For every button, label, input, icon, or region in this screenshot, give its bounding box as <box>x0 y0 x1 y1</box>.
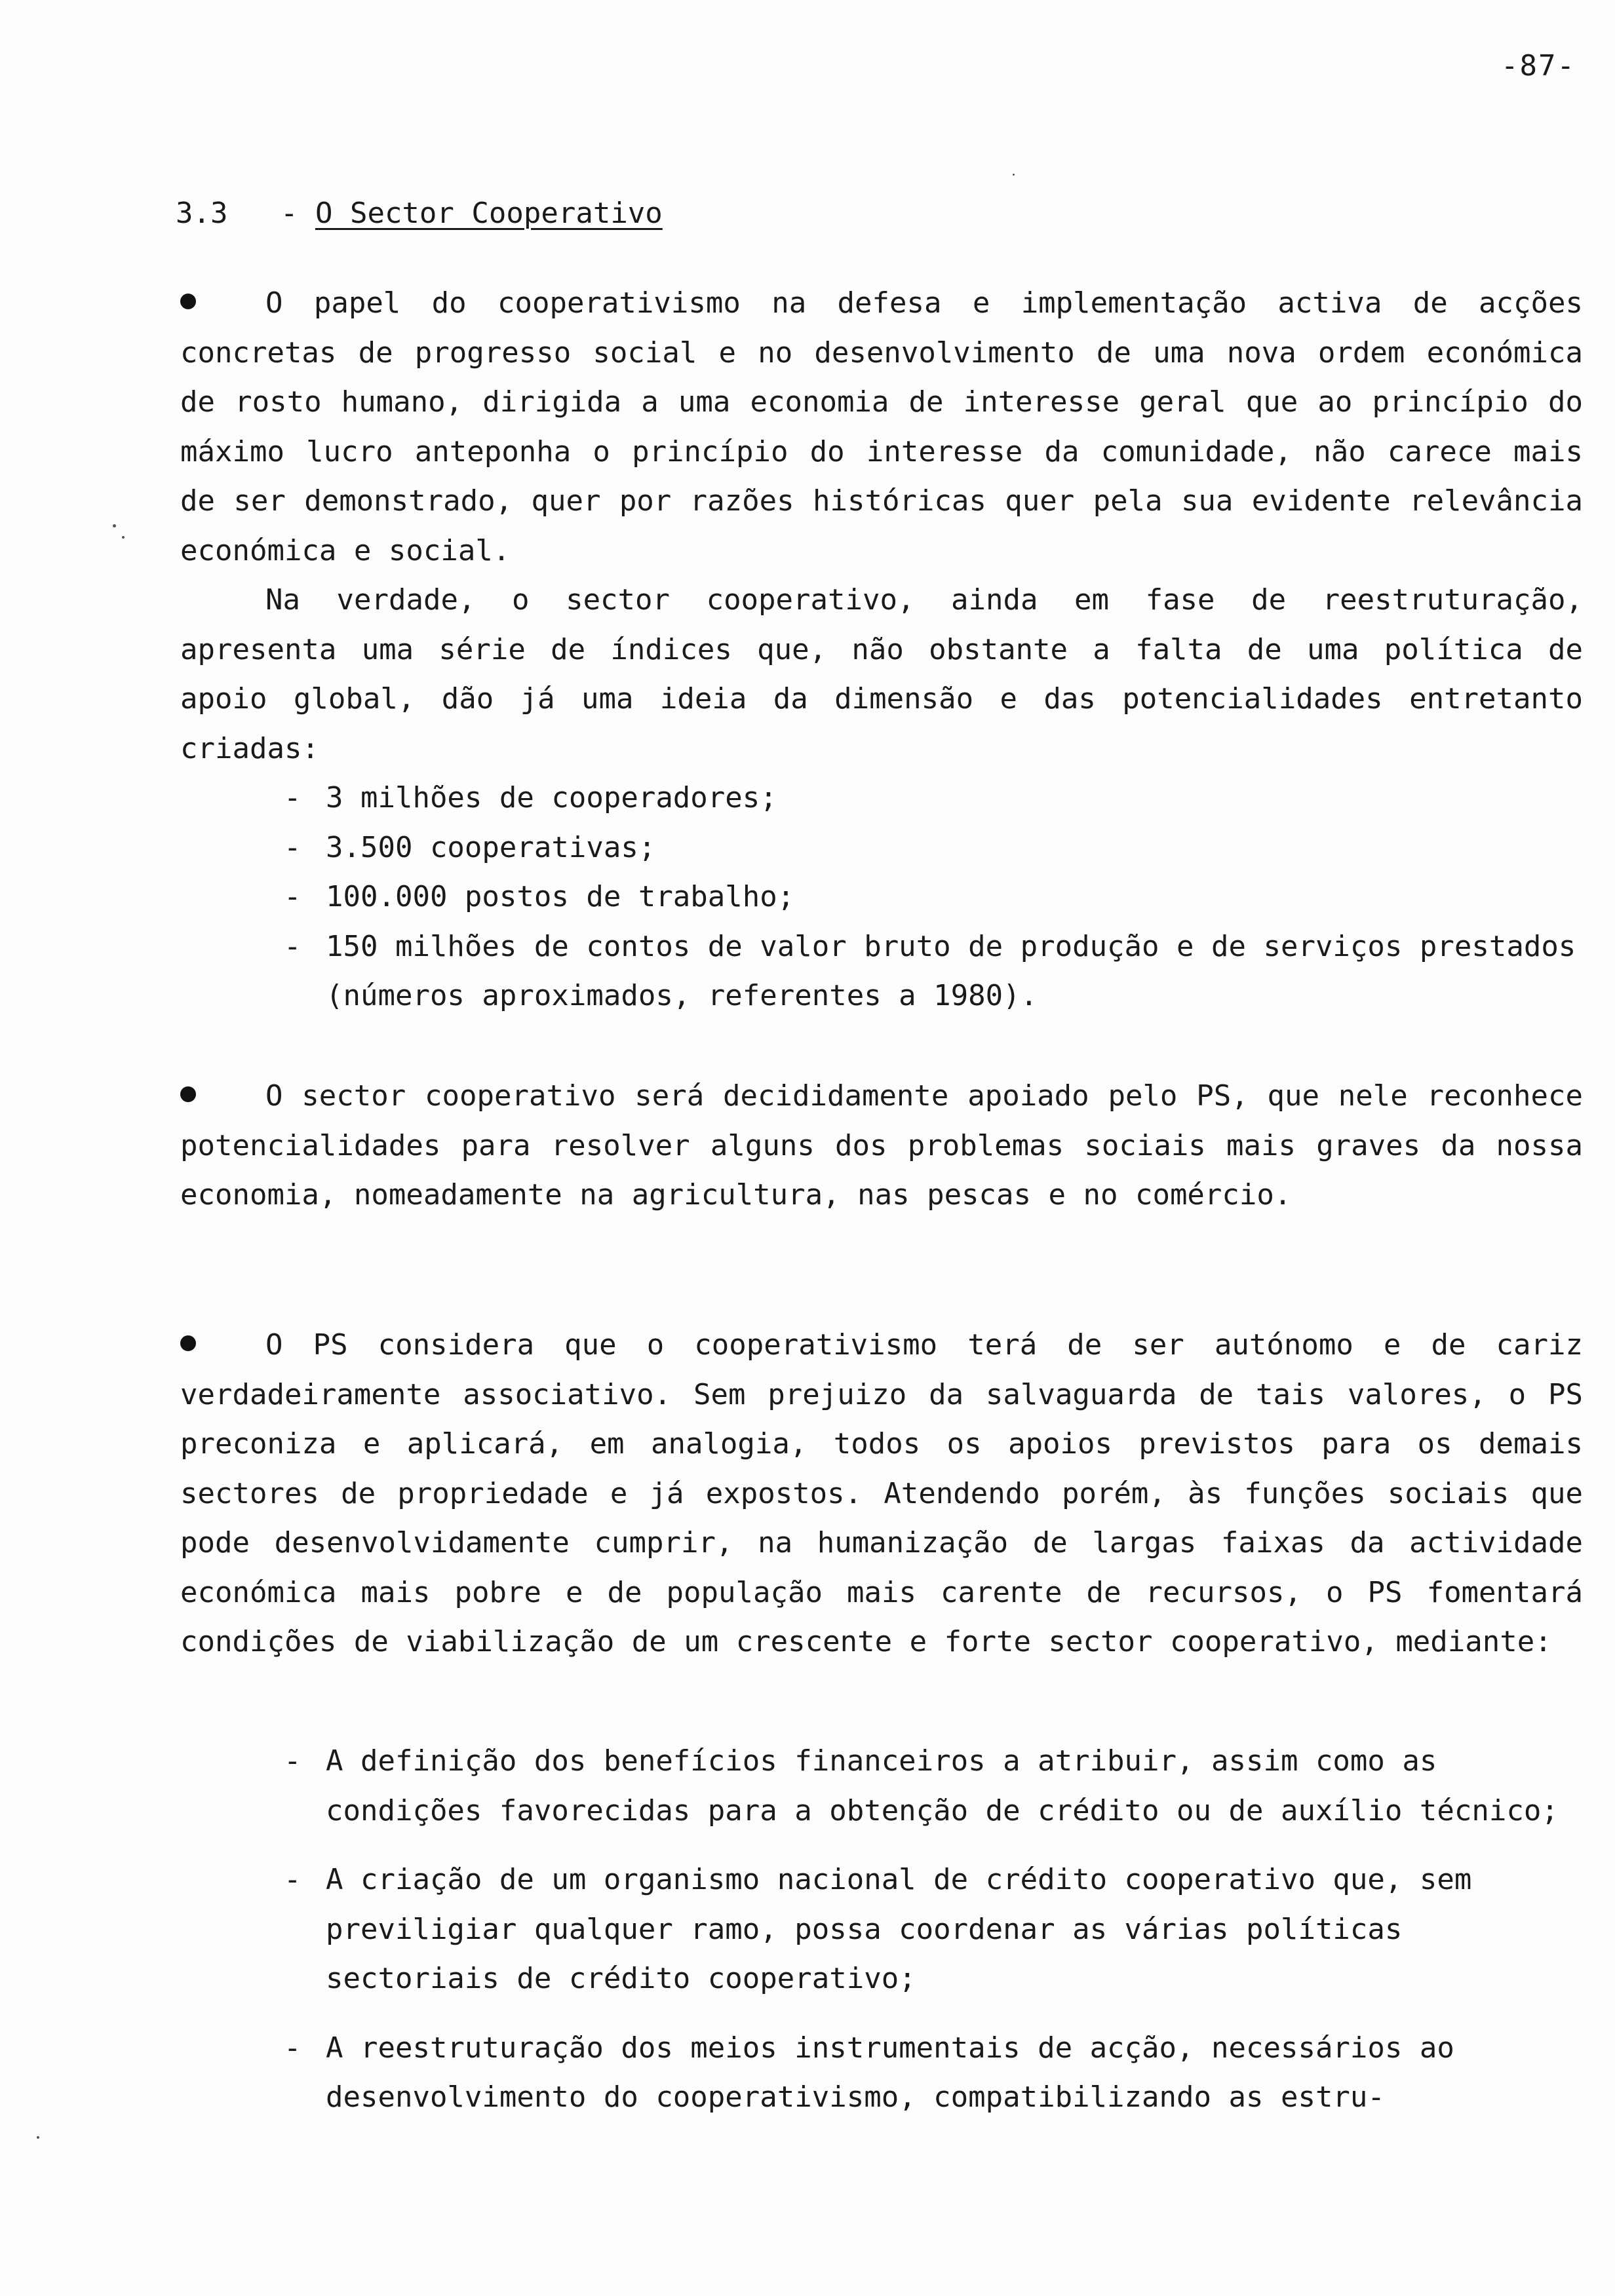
dash-marker: - <box>284 2031 302 2065</box>
section-dash: - <box>281 197 315 230</box>
dash-marker: - <box>284 880 302 913</box>
body-block-2 <box>180 1071 1583 1220</box>
section-title: O Sector Cooperativo <box>315 197 663 230</box>
list-item-text: A criação de um organismo nacional de crédito cooperativo que, sem previligiar qualquer ramo, possa coordenar as várias políticas sectoriais de crédito cooperativo; <box>326 1863 1472 1995</box>
dash-marker: - <box>284 830 302 864</box>
paragraph-2: Na verdade, o sector cooperativo, ainda em fase de reestruturação, apresenta uma série de índices que, não obstante a falta de uma política de apoio global, dão já uma ideia da dimensão e das potencialidades entretanto criadas: <box>180 583 1583 765</box>
bullet-icon <box>180 1086 196 1102</box>
body-block-4 <box>180 1736 1583 2142</box>
body-block-3 <box>180 1320 1583 1667</box>
list-item <box>180 922 1583 1021</box>
list-item <box>180 1736 1583 1835</box>
body-block-1 <box>180 278 1583 1021</box>
stats-list <box>180 773 1583 1021</box>
section-number: 3.3 <box>176 197 228 230</box>
list-item-text: 100.000 postos de trabalho; <box>326 880 795 913</box>
bullet-paragraph-2 <box>180 1071 1583 1220</box>
dash-marker: - <box>284 929 302 963</box>
list-item-text: 3 milhões de cooperadores; <box>326 781 777 814</box>
scan-speck <box>37 2136 39 2139</box>
list-item <box>180 872 1583 922</box>
bullet-paragraph-1 <box>180 278 1583 575</box>
list-item <box>180 2023 1583 2122</box>
dash-marker: - <box>284 1863 302 1896</box>
bullet-icon <box>180 294 196 309</box>
dash-marker: - <box>284 781 302 814</box>
list-item-text: 3.500 cooperativas; <box>326 830 656 864</box>
paragraph-1-text: O papel do cooperativismo na defesa e implementação activa de acções concretas de progresso social e no desenvolvimento de uma nova ordem económica de rosto humano, dirigida a uma economia de interesse geral que ao princípio do máximo lucro anteponha o princípio do interesse da comunidade, não carece mais de ser demonstrado, quer por razões históricas quer pela sua evidente relevância económica e social. <box>180 286 1583 567</box>
bullet-icon <box>180 1335 196 1351</box>
dash-marker: - <box>284 1744 302 1778</box>
bullet-paragraph-3 <box>180 1320 1583 1667</box>
section-heading <box>176 197 663 230</box>
list-item-text: 150 milhões de contos de valor bruto de produção e de serviços prestados (números aproximados, referentes a 1980). <box>326 929 1576 1012</box>
list-item <box>180 823 1583 873</box>
list-item-text: A reestruturação dos meios instrumentais de acção, necessários ao desenvolvimento do cooperativismo, compatibilizando as estru- <box>326 2031 1454 2114</box>
list-item <box>180 1855 1583 2004</box>
list-item <box>180 773 1583 823</box>
paragraph-4-text: O PS considera que o cooperativismo terá de ser autónomo e de cariz verdadeiramente associativo. Sem prejuizo da salvaguarda de tais valores, o PS preconiza e aplicará, em analogia, todos os apoios previstos para os demais sectores de propriedade e já expostos. Atendendo porém, às funções sociais que pode desenvolvidamente cumprir, na humanização de largas faixas da actividade económica mais pobre e de população mais carente de recursos, o PS fomentará condições de viabilização de um crescente e forte sector cooperativo, mediante: <box>180 1328 1583 1658</box>
scan-speck <box>1013 174 1015 176</box>
scan-speck <box>122 536 125 539</box>
scan-speck <box>113 524 116 527</box>
list-item-text: A definição dos benefícios financeiros a atribuir, assim como as condições favorecidas para a obtenção de crédito ou de auxílio técnico; <box>326 1744 1559 1827</box>
measures-list <box>180 1736 1583 2122</box>
paragraph-3-text: O sector cooperativo será decididamente apoiado pelo PS, que nele reconhece potencialidades para resolver alguns dos problemas sociais mais graves da nossa economia, nomeadamente na agricultura, nas pescas e no comércio. <box>180 1079 1583 1212</box>
page-number: -87- <box>1501 49 1576 83</box>
